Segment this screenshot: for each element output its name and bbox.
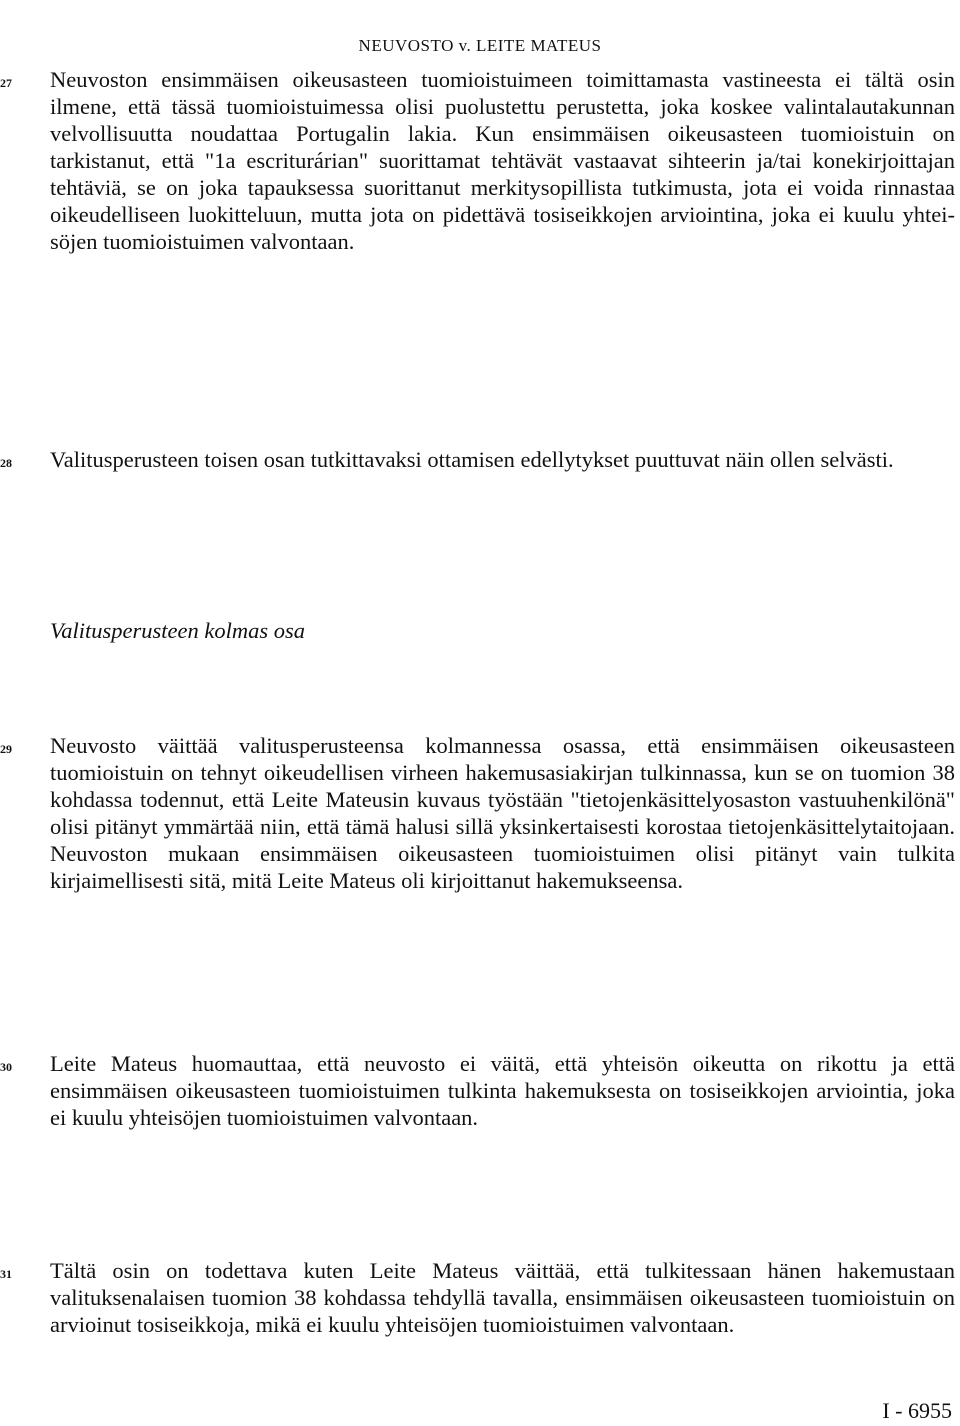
- page-number: I - 6955: [882, 1398, 952, 1423]
- paragraph-29: Neuvosto väittää valitusperusteensa kolmannessa osassa, että ensimmäisen oikeusasteen tuomioistuin on tehnyt oikeudellisen virheen hakemusasiakirjan tulkinnassa, kun se on tuomion 38 kohdassa todennut, että Leite Mateusin kuvaus työstään "tietojenkäsittelyosaston vastuuhenkilönä" olisi pitänyt ymmärtää niin, että tämä halusi sillä yksinkertaisesti korostaa tietojenkäsittelytaitojaan. Neuvoston mukaan ensimmäisen oikeusasteen tuomioistuimen olisi pitänyt vain tulkita kirjaimellisesti sitä, mitä Leite Mateus oli kirjoittanut hakemukseensa.: [50, 733, 955, 893]
- running-header: NEUVOSTO v. LEITE MATEUS: [358, 36, 602, 55]
- paragraph-number: 29: [0, 742, 12, 756]
- paragraph-27: Neuvoston ensimmäisen oikeusasteen tuomioistuimeen toimittamasta vastineesta ei tältä osin ilmene, että tässä tuomioistuimessa olisi puolustettu perustetta, joka koskee valintalautakunnan velvollisuutta noudattaa Portugalin lakia. Kun ensimmäisen oikeusasteen tuomioistuin on tarkistanut, että "1a escriturárian" suorittamat tehtävät vastaavat sihteerin ja/tai konekirjoittajan tehtäviä, se on joka tapauksessa suorittanut merkitysopillista tutkimusta, jota ei voida rinnastaa oikeudelliseen luokitteluun, mutta jota on pidettävä tosiseikkojen arviointina, joka ei kuulu yhteisöjen tuomioistuimen valvontaan.: [50, 67, 955, 254]
- paragraph-number: 30: [0, 1060, 12, 1074]
- paragraph-31: Tältä osin on todettava kuten Leite Mateus väittää, että tulkitessaan hänen hakemustaan valituksenalaisen tuomion 38 kohdassa tehdyllä tavalla, ensimmäisen oikeusasteen tuomioistuin on arvioinut tosiseikkoja, mikä ei kuulu yhteisöjen tuomioistuimen valvontaan.: [50, 1258, 955, 1337]
- paragraph-30: Leite Mateus huomauttaa, että neuvosto ei väitä, että yhteisön oikeutta on rikottu ja että ensimmäisen oikeusasteen tuomioistuimen tulkinta hakemuksesta on tosiseikkojen arviointia, joka ei kuulu yhteisöjen tuomioistuimen valvontaan.: [50, 1051, 955, 1130]
- paragraph-28: Valitusperusteen toisen osan tutkittavaksi ottamisen edellytykset puuttuvat näin ollen selvästi.: [50, 447, 894, 472]
- paragraph-number: 27: [0, 76, 12, 90]
- paragraph-number: 31: [0, 1267, 12, 1281]
- section-heading: Valitusperusteen kolmas osa: [50, 618, 305, 643]
- paragraph-number: 28: [0, 456, 12, 470]
